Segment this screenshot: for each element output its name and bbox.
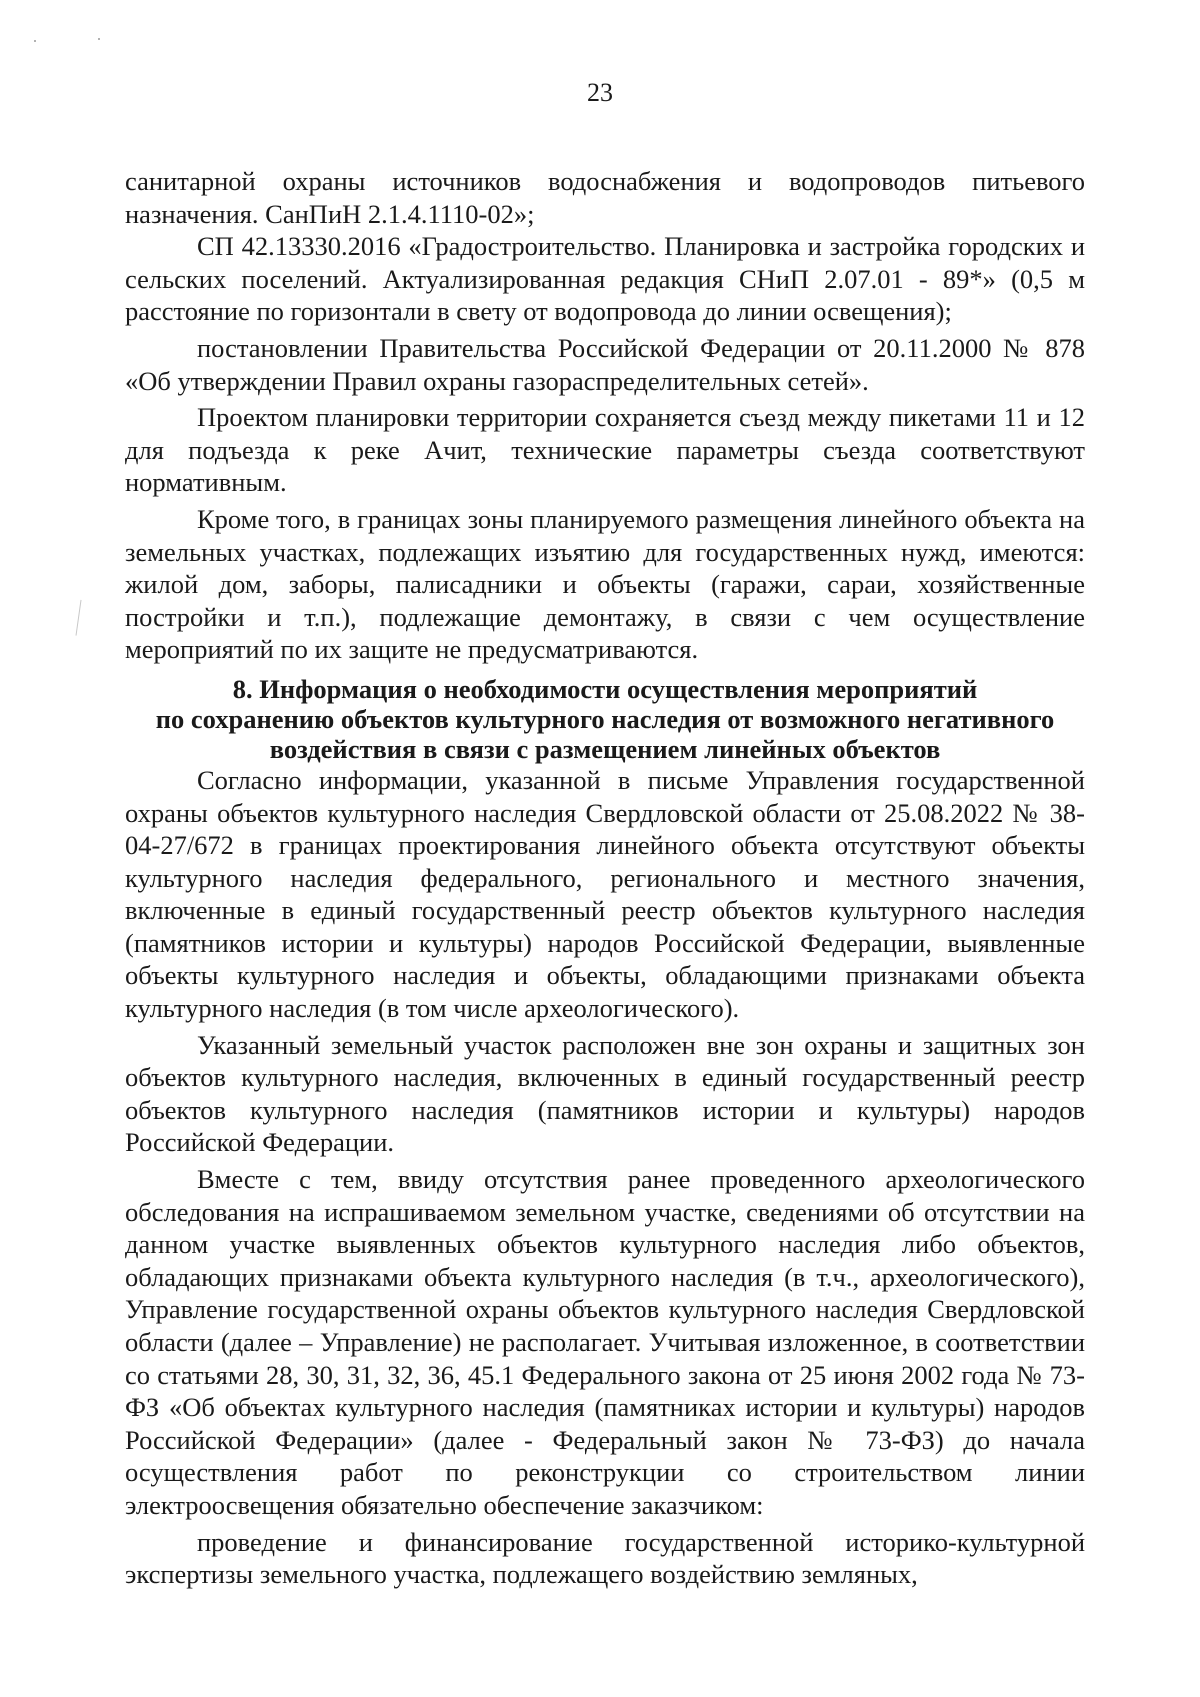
paragraph: проведение и финансирование государственной историко-культурной экспертизы земельного участка, подлежащего воздействию земляных,: [125, 1526, 1085, 1590]
paragraph: Проектом планировки территории сохраняется съезд между пикетами 11 и 12 для подъезда к реке Ачит, технические параметры съезда соответствуют нормативным.: [125, 402, 1085, 498]
scan-specks: [34, 38, 114, 44]
document-body: [125, 165, 1085, 1591]
page-number: 23: [587, 78, 613, 107]
section-heading-line: воздействия в связи с размещением линейных объектов: [269, 733, 941, 764]
section-heading: [125, 674, 1085, 764]
paragraph: Кроме того, в границах зоны планируемого размещения линейного объекта на земельных участках, подлежащих изъятию для государственных нужд, имеются: жилой дом, заборы, палисадники и объекты (гаражи, сараи, хозяйственные постройки и т.п.), подлежащие демонтажу, в связи с чем осуществление мероприятий по их защите не предусматриваются.: [125, 503, 1085, 665]
section-heading-line: по сохранению объектов культурного наследия от возможного негативного: [155, 703, 1055, 734]
paragraph: СП 42.13330.2016 «Градостроительство. Планировка и застройка городских и сельских поселений. Актуализированная редакция СНиП 2.07.01 - 89*» (0,5 м расстояние по горизонтали в свету от водопровода до линии освещения);: [125, 231, 1085, 327]
paragraph: постановлении Правительства Российской Федерации от 20.11.2000 № 878 «Об утверждении Правил охраны газораспределительных сетей».: [125, 332, 1085, 396]
paragraph: Согласно информации, указанной в письме Управления государственной охраны объектов культурного наследия Свердловской области от 25.08.2022 № 38-04-27/672 в границах проектирования линейного объекта отсутствуют объекты культурного наследия федерального, регионального и местного значения, включенные в единый государственный реестр объектов культурного наследия (памятников истории и культуры) народов Российской Федерации, выявленные объекты культурного наследия и объекты, обладающими признаками объекта культурного наследия (в том числе археологического).: [125, 764, 1085, 1024]
scan-speck: [34, 40, 36, 42]
paragraph: санитарной охраны источников водоснабжения и водопроводов питьевого назначения. СанПиН 2.1.4.1110-02»;: [125, 166, 1085, 229]
paragraph: Вместе с тем, ввиду отсутствия ранее проведенного археологического обследования на испрашиваемом земельном участке, сведениями об отсутствии на данном участке выявленных объектов культурного наследия либо объектов, обладающих признаками объекта культурного наследия (в т.ч., археологического), Управление государственной охраны объектов культурного наследия Свердловской области (далее – Управление) не располагает. Учитывая изложенное, в соответствии со статьями 28, 30, 31, 32, 36, 45.1 Федерального закона от 25 июня 2002 года № 73-ФЗ «Об объектах культурного наследия (памятниках истории и культуры) народов Российской Федерации» (далее - Федеральный закон № 73-ФЗ) до начала осуществления работ по реконструкции со строительством линии электроосвещения обязательно обеспечение заказчиком:: [125, 1164, 1085, 1520]
section-heading-line: 8. Информация о необходимости осуществления мероприятий: [232, 673, 978, 704]
paragraph: Указанный земельный участок расположен вне зон охраны и защитных зон объектов культурного наследия, включенных в единый государственный реестр объектов культурного наследия (памятников истории и культуры) народов Российской Федерации.: [125, 1029, 1085, 1158]
scan-margin-mark: [76, 600, 85, 636]
scan-speck: [98, 38, 100, 40]
